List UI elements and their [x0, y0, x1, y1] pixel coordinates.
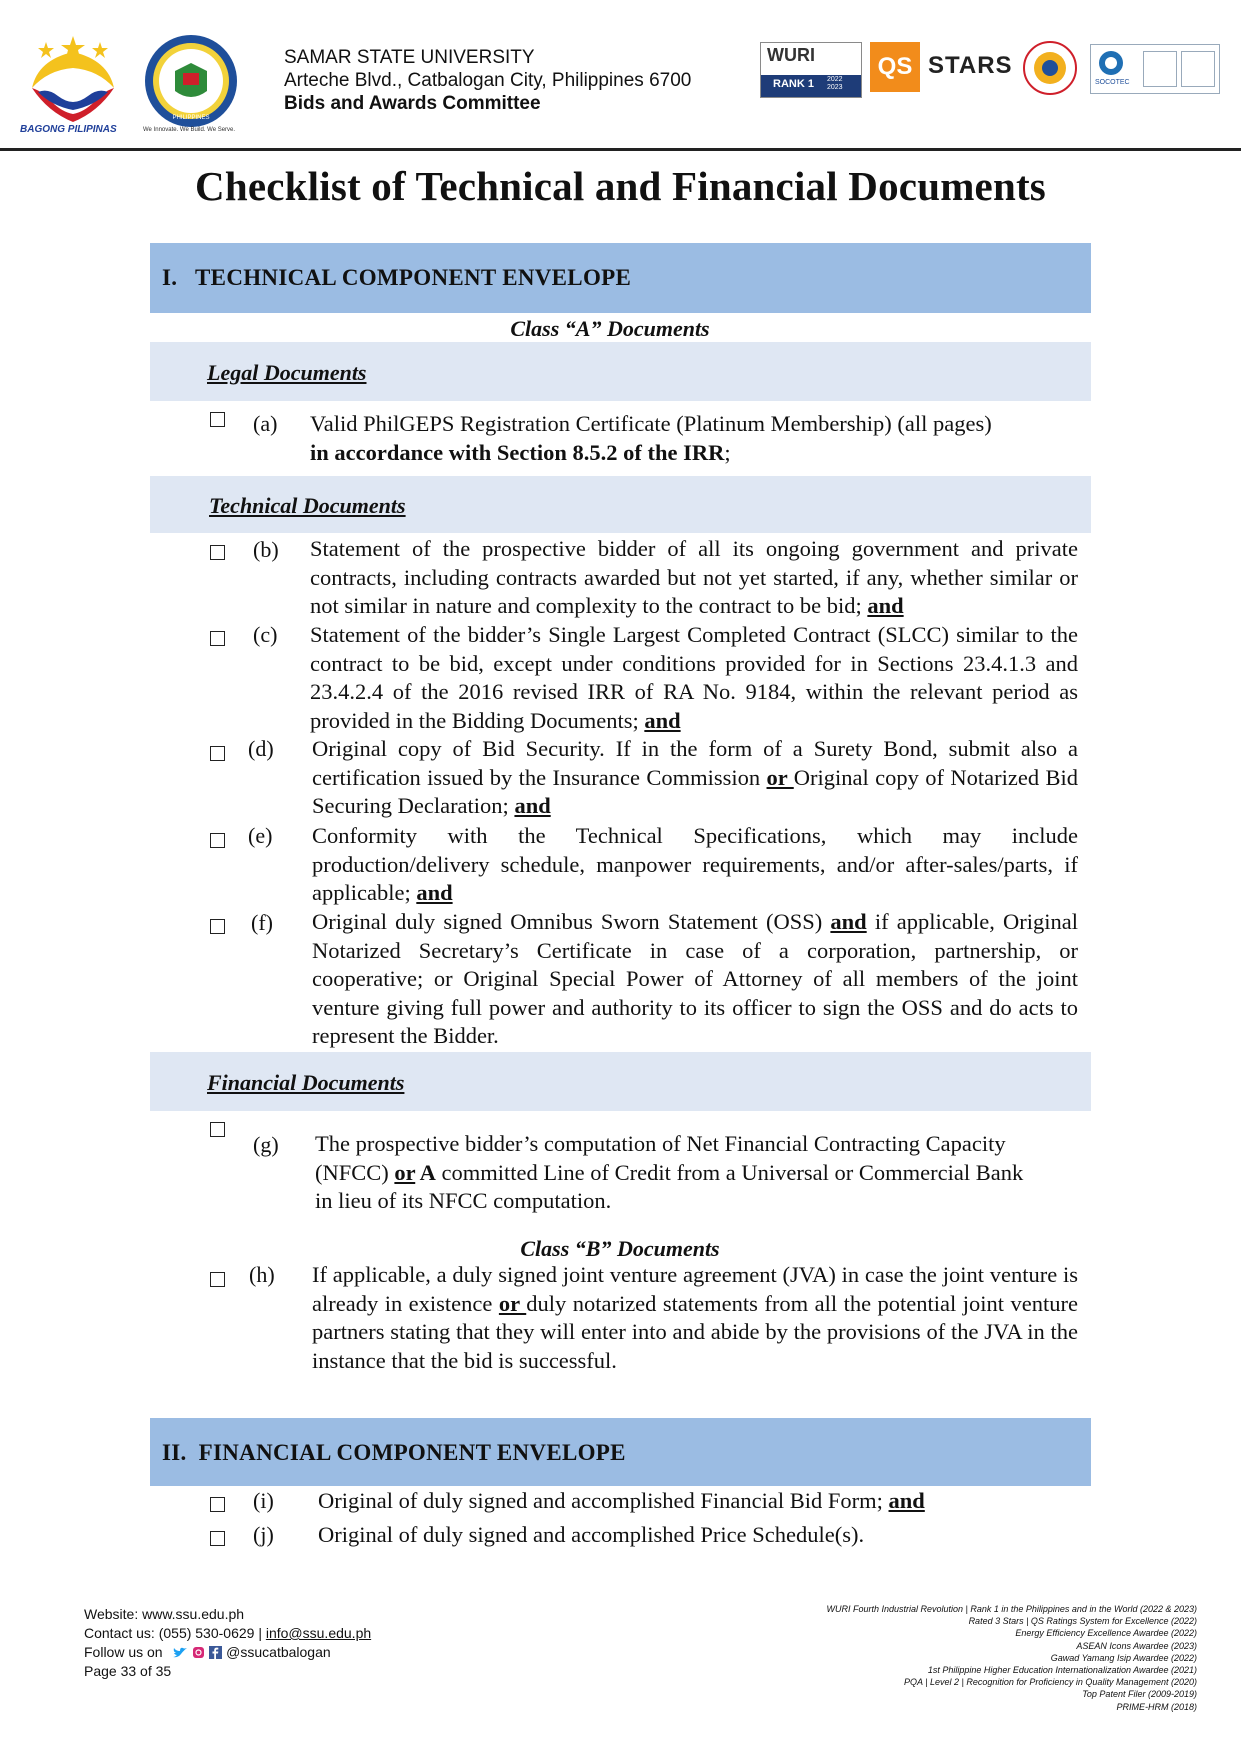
item-f-text [312, 908, 1078, 1051]
checkbox-g[interactable] [210, 1122, 225, 1137]
item-i-text-main: Original of duly signed and accomplished Financial Bid Form; [318, 1488, 889, 1513]
item-g-or: or [394, 1159, 416, 1185]
seal-tagline: We Innovate. We Build. We Serve. [143, 127, 236, 133]
committee-name: Bids and Awards Committee [284, 93, 541, 114]
item-g-a: A [415, 1159, 436, 1185]
facebook-icon[interactable] [209, 1646, 222, 1659]
checkbox-c[interactable] [210, 631, 225, 646]
technical-envelope-heading: I. TECHNICAL COMPONENT ENVELOPE [162, 265, 632, 290]
checkbox-f[interactable] [210, 919, 225, 934]
footer-social [84, 1643, 371, 1662]
footer-contact-line [84, 1624, 371, 1643]
item-e-label: (e) [248, 823, 273, 848]
item-i-text [318, 1487, 1078, 1516]
award-line: Rated 3 Stars | QS Ratings System for Excellence (2022) [968, 1616, 1197, 1627]
footer-contact [84, 1605, 371, 1681]
document-title: Checklist of Technical and Financial Documents [195, 163, 1046, 209]
item-j-text-main: Original of duly signed and accomplished Price Schedule(s). [318, 1522, 865, 1547]
bagong-pilipinas-logo [18, 30, 128, 140]
wuri-brand: WURI [767, 45, 815, 65]
item-f-text-main: Original duly signed Omnibus Sworn Statement (OSS) [312, 909, 831, 934]
checkbox-b[interactable] [210, 545, 225, 560]
item-b-text-main: Statement of the prospective bidder of all its ongoing government and private contracts, including contracts awarded but not yet started, if any, whether similar or not similar in nature and complexity to the contract to be bid; [310, 536, 1078, 619]
seal-bottom-text: PHILIPPINES [172, 115, 210, 121]
twitter-icon[interactable] [172, 1646, 188, 1659]
qs-stars-text: STARS [928, 52, 1013, 79]
award-line: WURI Fourth Industrial Revolution | Rank 1 in the Philippines and in the World (2022 & 2023) [826, 1604, 1197, 1614]
item-d-or: or [766, 764, 794, 790]
socotec-icon [1095, 47, 1135, 79]
technical-documents-heading: Technical Documents [209, 493, 406, 518]
class-b-heading: Class “B” Documents [520, 1236, 720, 1261]
item-c-label: (c) [253, 622, 278, 647]
item-d-text-main: Original copy of Bid Security. If in the form of a Surety Bond, submit also a certification issued by the Insurance Commission [312, 736, 1078, 790]
class-a-heading: Class “A” Documents [510, 316, 710, 341]
item-c-text-main: Statement of the bidder’s Single Largest Completed Contract (SLCC) similar to the contract to be bid, except under conditions provided for in Sections 23.4.1.3 and 23.4.2.4 of the 2016 revised IRR of RA No. 9184, within the relevant period as provided in the Bidding Documents; [310, 622, 1078, 733]
bagong-pilipinas-caption: BAGONG PILIPINAS [20, 124, 117, 135]
item-a-text-bold: in accordance with Section 8.5.2 of the IRR [310, 439, 725, 465]
item-a-text [310, 410, 1090, 467]
item-b-label: (b) [253, 537, 279, 562]
item-g-label: (g) [253, 1132, 279, 1157]
wuri-years: 2022 2023 [827, 76, 843, 91]
award-line: Gawad Yamang Isip Awardee (2022) [1050, 1652, 1197, 1663]
item-g-text-main: The prospective bidder’s computation of Net Financial Contracting Capacity (NFCC) [315, 1131, 1006, 1185]
item-f-text-rest: if applicable, Original Notarized Secretary’s Certificate in case of a corporation, partnership, or cooperative; or Original Special Power of Attorney of all members of the joint venture giving full power and authority to its officer to sign the OSS and do acts to represent the Bidder. [312, 909, 1078, 1049]
item-f-label: (f) [251, 910, 273, 935]
financial-envelope-heading: II. FINANCIAL COMPONENT ENVELOPE [162, 1440, 626, 1465]
footer-handle[interactable]: @ssucatbalogan [226, 1644, 331, 1660]
university-block [284, 46, 691, 115]
award-line: Top Patent Filer (2009-2019) [1082, 1689, 1197, 1700]
qs-stars-logo [870, 42, 1020, 92]
footer-website[interactable]: Website: www.ssu.edu.ph [84, 1606, 245, 1622]
university-name: SAMAR STATE UNIVERSITY [284, 47, 535, 68]
award-line: 1st Philippine Higher Education Internationalization Awardee (2021) [927, 1665, 1197, 1676]
legal-documents-heading: Legal Documents [207, 360, 367, 385]
item-b-text [310, 535, 1078, 621]
wuri-rank: RANK 1 [773, 78, 814, 90]
energy-award-logo [1022, 40, 1078, 96]
footer-email-link[interactable]: info@ssu.edu.ph [265, 1625, 372, 1641]
item-a-label: (a) [253, 411, 278, 436]
checkbox-h[interactable] [210, 1272, 225, 1287]
socotec-text: SOCOTEC [1095, 79, 1130, 86]
award-line: PRIME-HRM (2018) [1116, 1701, 1197, 1712]
item-e-and: and [416, 880, 453, 906]
item-a-text-main: Valid PhilGEPS Registration Certificate (Platinum Membership) (all pages) [310, 411, 992, 436]
item-d-text [312, 735, 1078, 821]
item-e-text-main: Conformity with the Technical Specifications, which may include production/delivery schedule, manpower requirements, and/or after-sales/parts, if applicable; [312, 823, 1078, 906]
footer-awards [826, 1603, 1197, 1713]
item-h-or: or [498, 1290, 527, 1316]
financial-documents-heading: Financial Documents [207, 1070, 405, 1095]
cert-box-2 [1181, 51, 1215, 87]
award-seal-icon [1022, 40, 1078, 96]
item-d-label: (d) [248, 736, 274, 761]
item-d-and: and [514, 793, 551, 819]
item-d-text-rest: Original copy of Notarized Bid Securing Declaration; [312, 764, 1078, 819]
item-g-text [315, 1130, 1035, 1216]
item-e-text [312, 822, 1078, 908]
item-b-and: and [867, 593, 904, 619]
ssu-seal [143, 33, 239, 133]
item-h-label: (h) [249, 1262, 275, 1287]
item-a-text-end: ; [724, 439, 731, 465]
item-c-and: and [644, 707, 681, 733]
footer-page-number: Page 33 of 35 [84, 1663, 172, 1679]
cert-box-1 [1143, 51, 1177, 87]
item-f-and: and [830, 909, 867, 934]
footer-phone: Contact us: (055) 530-0629 | [84, 1625, 266, 1641]
instagram-icon[interactable] [192, 1646, 205, 1659]
header-rule [0, 148, 1241, 151]
item-j-text [318, 1521, 1078, 1550]
item-h-text [312, 1261, 1078, 1375]
checkbox-j[interactable] [210, 1531, 225, 1546]
award-line: PQA | Level 2 | Recognition for Proficiency in Quality Management (2020) [904, 1677, 1197, 1688]
item-h-text-rest: duly notarized statements from all the potential joint venture partners stating that they will enter into and abide by the provisions of the JVA in the instance that the bid is successful. [312, 1290, 1078, 1373]
award-line: Energy Efficiency Excellence Awardee (2022) [1015, 1628, 1197, 1639]
checkbox-a[interactable] [210, 412, 225, 427]
socotec-badge [1090, 44, 1220, 94]
university-address: Arteche Blvd., Catbalogan City, Philippines 6700 [284, 70, 692, 91]
footer-follow: Follow us on [84, 1644, 163, 1660]
checkbox-e[interactable] [210, 833, 225, 848]
item-g-text-rest: committed Line of Credit from a Universal or Commercial Bank in lieu of its NFCC computation. [315, 1159, 1024, 1214]
checkbox-i[interactable] [210, 1497, 225, 1512]
checkbox-d[interactable] [210, 746, 225, 761]
item-j-label: (j) [253, 1522, 274, 1547]
item-c-text [310, 621, 1078, 735]
item-i-label: (i) [253, 1488, 274, 1513]
item-i-and: and [888, 1488, 925, 1513]
qs-mark: QS [870, 42, 920, 92]
award-line: ASEAN Icons Awardee (2023) [1076, 1640, 1197, 1651]
wuri-badge [760, 42, 862, 98]
item-h-text-main: If applicable, a duly signed joint venture agreement (JVA) in case the joint venture is already in existence [312, 1262, 1078, 1316]
